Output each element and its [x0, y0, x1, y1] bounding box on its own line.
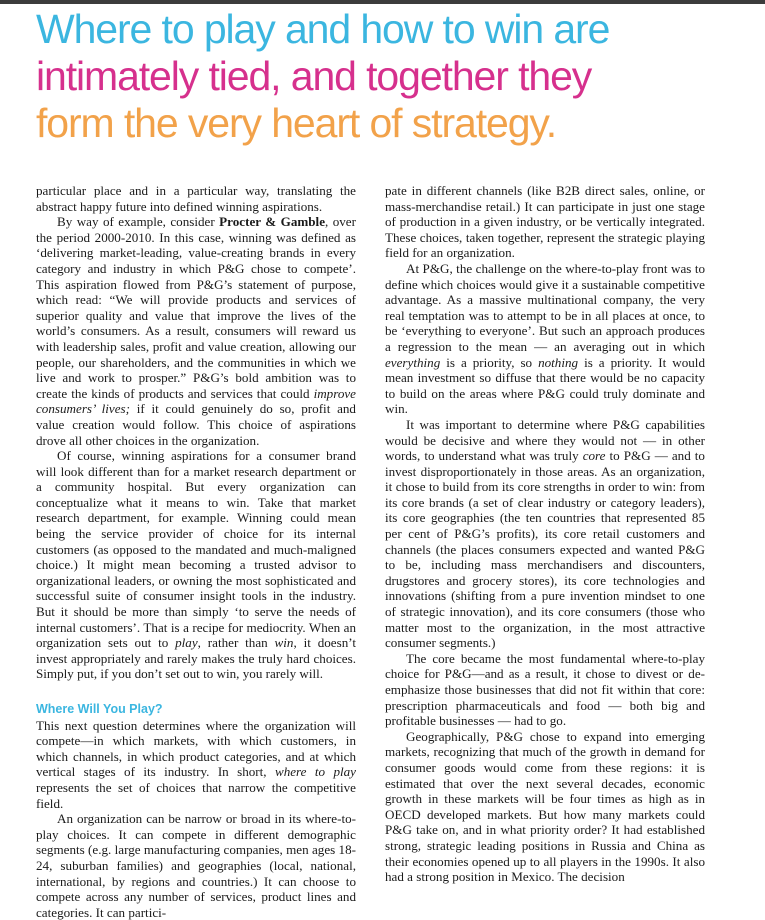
section-heading: Where Will You Play? [36, 702, 163, 716]
right-column [385, 183, 705, 885]
paragraph: pate in different channels (like B2B direct sales, online, or mass-merchandise retail.) It can participate in just one stage of production in a given industry, or be vertically integrated. These choices, taken together, represent the strategic playing field for an organization. [385, 183, 705, 261]
paragraph: Of course, winning aspirations for a consumer brand will look different than for a market research department or a community hospital. But every organization can conceptualize what it means to win. Take that market research department, for example. Winning could mean being the service provider of choice for its internal customers (as opposed to the mandated and much-maligned choice.) It might mean becoming a trusted advisor to organizational leaders, or owning the most sophisticated and successful suite of consumer insight tools in the industry. But it should be more than simply ‘to serve the needs of internal customers’. That is a recipe for mediocrity. When an organization sets out to play, rather than win, it doesn’t invest appropriately and rarely makes the truly hard choices. Simply put, if you don’t set out to win, you rarely will. [36, 448, 357, 682]
paragraph: Geographically, P&G chose to expand into emerging markets, recognizing that much of the growth in demand for consumer goods would come from these regions: it is estimated that over the next several decades, economic growth in these markets will be four times as high as in OECD developed markets. But how many markets could P&G take on, and in what priority order? It had established strong, strategic leading positions in Russia and China as their economies opened up to all players in the 1990s. It also had a strong position in Mexico. The decision [385, 728, 705, 885]
paragraph: This next question determines where the organization will compete—in which markets, with which customers, in which channels, in which product categories, and at which vertical stages of its industry. In short, where to play represents the set of choices that narrow the competitive field. [36, 717, 356, 811]
paragraph: An organization can be narrow or broad in its where-to-play choices. It can compete in different demographic segments (e.g. large manufacturing companies, men ages 18-24, suburban families) and geographies (local, national, international, by regions and countries.) It can choose to compete across any number of services, product lines and categories. It can partici- [36, 811, 356, 920]
paragraph: By way of example, consider Procter & Gamble, over the period 2000-2010. In this case, winning was defined as ‘delivering market-leading, value-creating brands in every category and industry in which P&G chose to compete’. This aspiration flowed from P&G’s statement of purpose, which read: “We will provide products and services of superior quality and value that improve the lives of the world’s consumers. As a result, consumers will reward us with leadership sales, profit and value creation, allowing our people, our shareholders, and the communities in which we live and work to prosper.” P&G’s bold ambition was to create the kinds of products and services that could improve consumers’ lives; if it could genuinely do so, profit and value creation would follow. This choice of aspirations drove all other choices in the organization. [36, 214, 356, 448]
pull-quote-line-3: form the very heart of strategy. [36, 100, 557, 146]
paragraph: The core became the most fundamental where-to-play choice for P&G—and as a result, it chose to divest or de-emphasize those businesses that did not fit within that core: prescription pharmaceuticals and food — both big and profitable businesses — had to go. [385, 650, 705, 729]
top-rule [0, 0, 765, 4]
pull-quote [36, 6, 756, 147]
pull-quote-line-2: intimately tied, and together they [36, 53, 592, 99]
paragraph: particular place and in a particular way, translating the abstract happy future into defined winning aspirations. [36, 183, 356, 214]
pull-quote-line-1: Where to play and how to win are [36, 6, 610, 52]
company-name: Procter & Gamble [219, 214, 325, 230]
paragraph: It was important to determine where P&G capabilities would be decisive and where they would not — in other words, to understand what was truly core to P&G — and to invest disproportionately in those areas. As an organization, it chose to build from its core strengths in order to win: from its core brands (a set of clear industry or category leaders), its core geographies (the ten countries that represented 85 per cent of P&G’s profits), its core retail customers and channels (the places consumers expected and wanted P&G to be, including mass merchandisers and discounters, drugstores and grocery stores), its core technologies and innovations (shifting from a pure invention mindset to one of strategic innovation), and its core consumers (those who matter most to the organization, in the most attractive consumer segments.) [385, 416, 705, 651]
paragraph: At P&G, the challenge on the where-to-play front was to define which choices would give it a sustainable competitive advantage. As a massive multinational company, the very real temptation was to attempt to be in all places at once, to be ‘everything to everyone’. But such an approach produces a regression to the mean — an averaging out in which everything is a priority, so nothing is a priority. It would mean investment so diffuse that there would be no capacity to build on the areas where P&G could truly dominate and win. [385, 260, 705, 417]
left-column [36, 183, 356, 920]
